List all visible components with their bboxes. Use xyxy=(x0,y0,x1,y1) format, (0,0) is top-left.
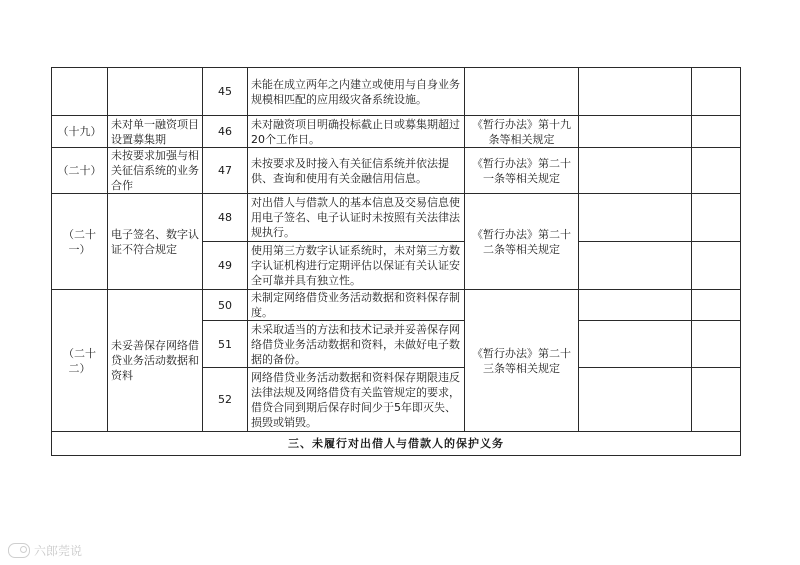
table-row xyxy=(52,290,741,321)
watermark xyxy=(8,541,82,559)
item-number-cell: 48 xyxy=(203,194,248,242)
table-row xyxy=(52,148,741,194)
blank-cell xyxy=(692,148,741,194)
blank-cell xyxy=(579,290,692,321)
section-no-cell: （二十） xyxy=(52,148,108,194)
item-description-cell: 未按要求及时接入有关征信系统并依法提供、查询和使用有关金融信用信息。 xyxy=(248,148,465,194)
item-name-cell: 电子签名、数字认证不符合规定 xyxy=(108,194,203,290)
section-title: 三、未履行对出借人与借款人的保护义务 xyxy=(52,432,741,456)
legal-basis-cell xyxy=(465,68,579,116)
blank-cell xyxy=(579,148,692,194)
blank-cell xyxy=(692,194,741,242)
blank-cell xyxy=(692,68,741,116)
item-name-cell: 未妥善保存网络借贷业务活动数据和资料 xyxy=(108,290,203,432)
watermark-logo-icon xyxy=(8,543,30,558)
blank-cell xyxy=(579,242,692,290)
table-row xyxy=(52,68,741,116)
item-number-cell: 50 xyxy=(203,290,248,321)
blank-cell xyxy=(579,321,692,368)
item-number-cell: 49 xyxy=(203,242,248,290)
section-no-cell: （二十一） xyxy=(52,194,108,290)
blank-cell xyxy=(692,116,741,148)
blank-cell xyxy=(579,116,692,148)
legal-basis-cell: 《暂行办法》第十九条等相关规定 xyxy=(465,116,579,148)
item-name-cell: 未按要求加强与相关征信系统的业务合作 xyxy=(108,148,203,194)
watermark-text: 六郎莞说 xyxy=(34,543,83,558)
section-no-cell: （十九） xyxy=(52,116,108,148)
item-number-cell: 52 xyxy=(203,368,248,432)
item-number-cell: 51 xyxy=(203,321,248,368)
item-number-cell: 46 xyxy=(203,116,248,148)
section-title-row xyxy=(52,432,741,456)
regulation-table xyxy=(51,67,741,456)
item-description-cell: 使用第三方数字认证系统时，未对第三方数字认证机构进行定期评估以保证有关认证安全可靠并具有独立性。 xyxy=(248,242,465,290)
blank-cell xyxy=(692,290,741,321)
table-row xyxy=(52,116,741,148)
item-description-cell: 网络借贷业务活动数据和资料保存期限违反法律法规及网络借贷有关监管规定的要求，借贷合同到期后保存时间少于5年即灭失、损毁或销毁。 xyxy=(248,368,465,432)
blank-cell xyxy=(579,368,692,432)
blank-cell xyxy=(579,68,692,116)
blank-cell xyxy=(692,242,741,290)
item-number-cell: 45 xyxy=(203,68,248,116)
item-description-cell: 对出借人与借款人的基本信息及交易信息使用电子签名、电子认证时未按照有关法律法规执行。 xyxy=(248,194,465,242)
legal-basis-cell: 《暂行办法》第二十三条等相关规定 xyxy=(465,290,579,432)
legal-basis-cell: 《暂行办法》第二十二条等相关规定 xyxy=(465,194,579,290)
section-no-cell xyxy=(52,68,108,116)
item-name-cell: 未对单一融资项目设置募集期 xyxy=(108,116,203,148)
item-number-cell: 47 xyxy=(203,148,248,194)
item-description-cell: 未能在成立两年之内建立或使用与自身业务规模相匹配的应用级灾备系统设施。 xyxy=(248,68,465,116)
regulation-table-page xyxy=(51,67,740,458)
table-row xyxy=(52,194,741,242)
item-description-cell: 未采取适当的方法和技术记录并妥善保存网络借贷业务活动数据和资料，未做好电子数据的备份。 xyxy=(248,321,465,368)
blank-cell xyxy=(579,194,692,242)
legal-basis-cell: 《暂行办法》第二十一条等相关规定 xyxy=(465,148,579,194)
item-description-cell: 未制定网络借贷业务活动数据和资料保存制度。 xyxy=(248,290,465,321)
section-no-cell: （二十二） xyxy=(52,290,108,432)
blank-cell xyxy=(692,321,741,368)
item-name-cell xyxy=(108,68,203,116)
item-description-cell: 未对融资项目明确投标截止日或募集期超过20个工作日。 xyxy=(248,116,465,148)
blank-cell xyxy=(692,368,741,432)
